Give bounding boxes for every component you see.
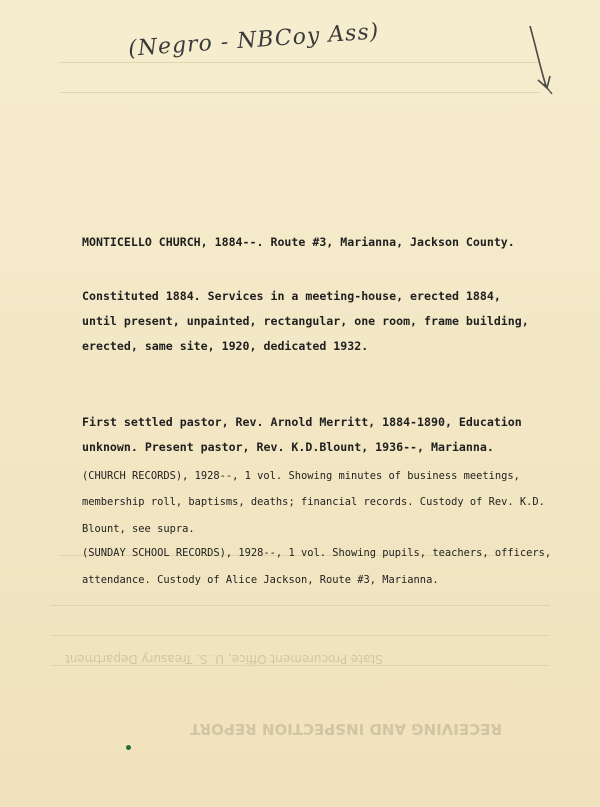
bleed-rule bbox=[50, 605, 550, 606]
bleed-department: State Procurement Office, U. S. Treasury Department bbox=[65, 652, 383, 666]
sunday-school-records-line: attendance. Custody of Alice Jackson, Route #3, Marianna. bbox=[82, 574, 439, 586]
history-line: until present, unpainted, rectangular, one room, frame building, bbox=[82, 314, 529, 328]
bleed-report-title: RECEIVING AND INSPECTION REPORT bbox=[190, 720, 502, 738]
church-records-line: (CHURCH RECORDS), 1928--, 1 vol. Showing minutes of business meetings, bbox=[82, 470, 520, 482]
ink-dot bbox=[126, 745, 131, 750]
entry-title: MONTICELLO CHURCH, 1884--. Route #3, Marianna, Jackson County. bbox=[82, 235, 515, 249]
bleed-rule bbox=[50, 635, 550, 636]
sunday-school-records-line: (SUNDAY SCHOOL RECORDS), 1928--, 1 vol. Showing pupils, teachers, officers, bbox=[82, 547, 552, 559]
handwritten-note: (Negro - NBCoy Ass) bbox=[127, 19, 381, 62]
church-records-line: membership roll, baptisms, deaths; financial records. Custody of Rev. K.D. bbox=[82, 496, 545, 508]
history-line: erected, same site, 1920, dedicated 1932. bbox=[82, 339, 369, 353]
pastors-line: First settled pastor, Rev. Arnold Merritt, 1884-1890, Education bbox=[82, 415, 522, 429]
history-line: Constituted 1884. Services in a meeting-house, erected 1884, bbox=[82, 289, 501, 303]
handwritten-arrow-icon bbox=[520, 22, 570, 102]
church-records-line: Blount, see supra. bbox=[82, 523, 195, 535]
bleed-rule bbox=[60, 62, 540, 63]
bleed-rule bbox=[60, 92, 540, 93]
pastors-line: unknown. Present pastor, Rev. K.D.Blount, 1936--, Marianna. bbox=[82, 440, 494, 454]
